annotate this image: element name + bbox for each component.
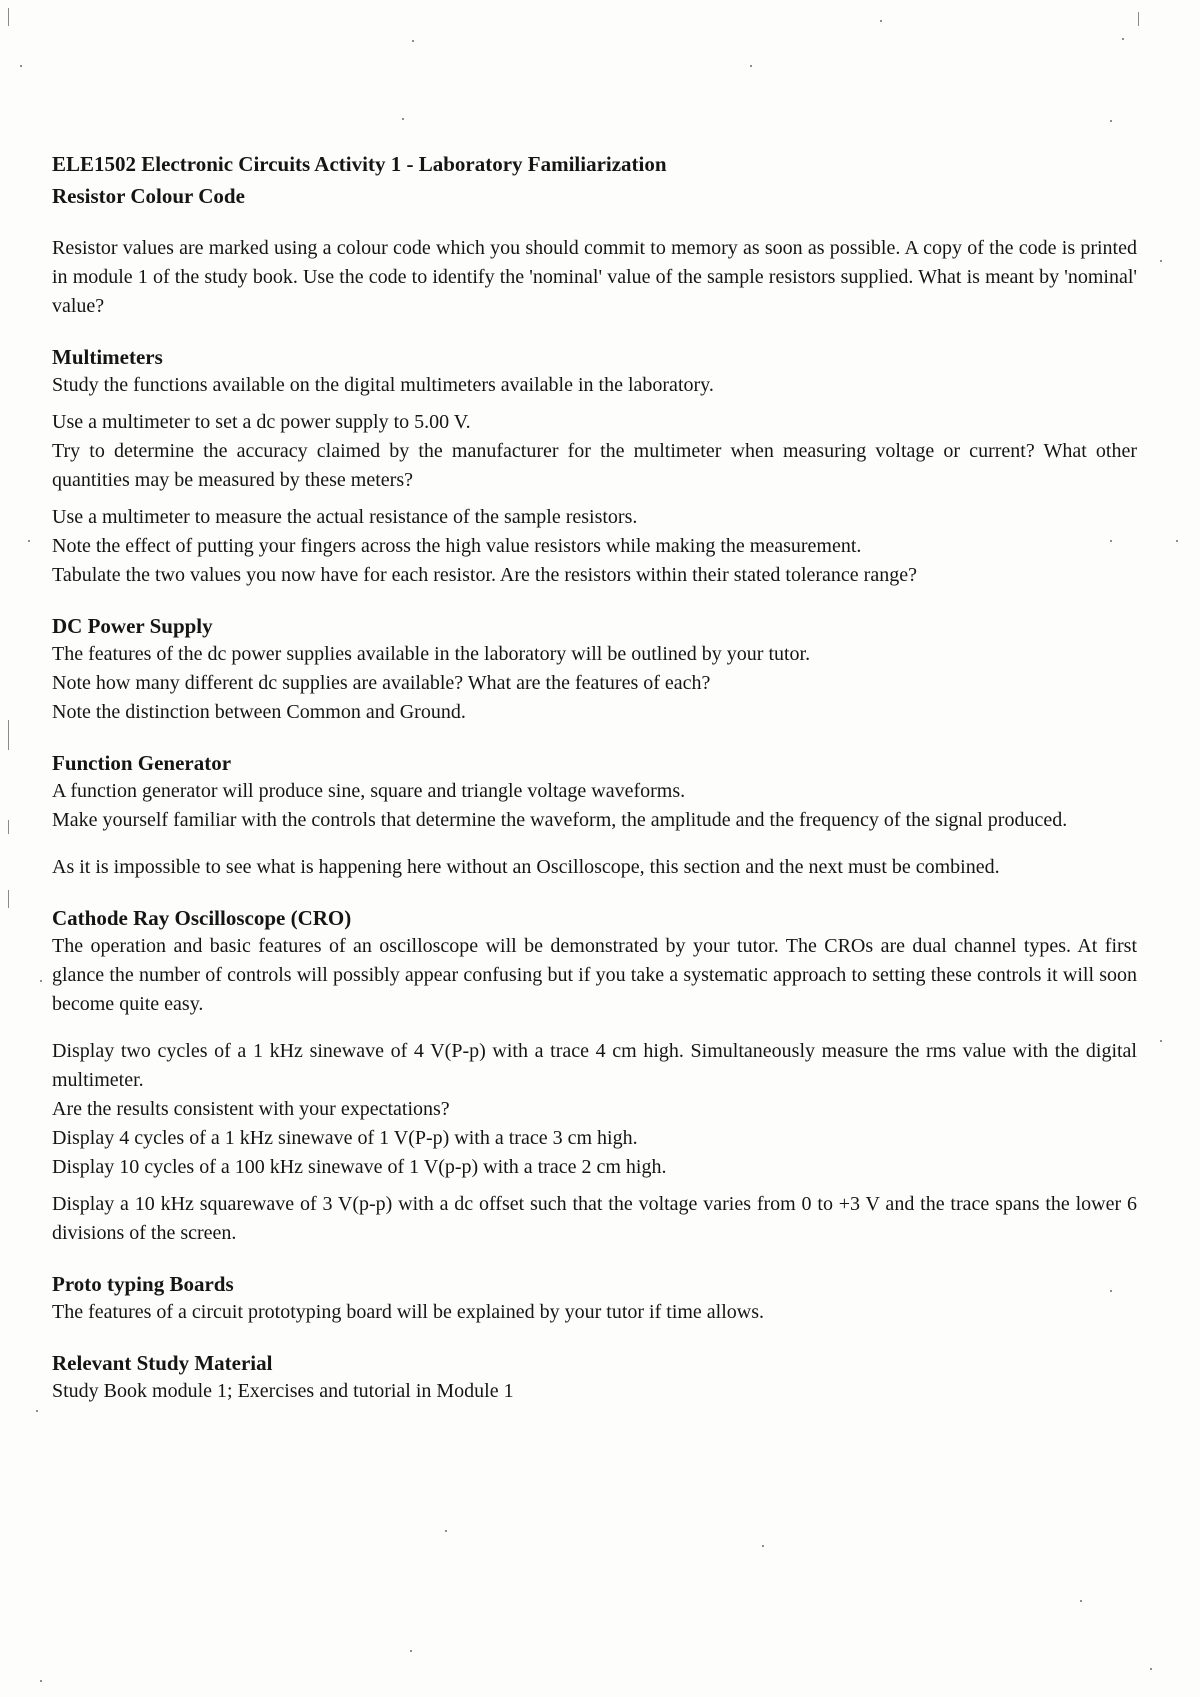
scan-speck	[36, 1410, 38, 1412]
paragraph: Use a multimeter to set a dc power supply to 5.00 V.	[52, 411, 471, 433]
scan-speck	[402, 118, 404, 120]
section-colour-code	[52, 234, 1137, 321]
scan-speck	[28, 540, 30, 542]
scan-speck	[40, 980, 42, 982]
section-heading: Cathode Ray Oscilloscope (CRO)	[52, 906, 352, 930]
section-study-material	[52, 1349, 1137, 1406]
scan-speck	[410, 1650, 412, 1652]
document-title: ELE1502 Electronic Circuits Activity 1 - Laboratory Familiarization	[52, 152, 667, 176]
section-function-generator	[52, 749, 1137, 882]
section-heading: DC Power Supply	[52, 614, 213, 638]
section-heading-colour-code: Resistor Colour Code	[52, 184, 245, 208]
paragraph: Try to determine the accuracy claimed by the manufacturer for the multimeter when measuring voltage or current? What other quantities may be measured by these meters?	[52, 440, 1137, 491]
section-heading: Multimeters	[52, 345, 163, 369]
paragraph: Display two cycles of a 1 kHz sinewave of 4 V(P-p) with a trace 4 cm high. Simultaneously measure the rms value with the digital multimeter.	[52, 1040, 1137, 1091]
scan-speck	[40, 1680, 42, 1682]
paragraph: Note the effect of putting your fingers across the high value resistors while making the measurement.	[52, 535, 862, 557]
section-heading: Proto typing Boards	[52, 1272, 234, 1296]
section-heading: Relevant Study Material	[52, 1351, 273, 1375]
paragraph: Display 10 cycles of a 100 kHz sinewave of 1 V(p-p) with a trace 2 cm high.	[52, 1156, 667, 1178]
scan-speck	[750, 65, 752, 67]
section-dc-power-supply	[52, 612, 1137, 727]
paragraph: Study Book module 1; Exercises and tutorial in Module 1	[52, 1380, 514, 1402]
paragraph: A function generator will produce sine, square and triangle voltage waveforms.	[52, 780, 686, 802]
paragraph: The features of a circuit prototyping board will be explained by your tutor if time allows.	[52, 1301, 765, 1323]
document-body	[52, 148, 1137, 1428]
paragraph: Display 4 cycles of a 1 kHz sinewave of 1 V(P-p) with a trace 3 cm high.	[52, 1127, 638, 1149]
scan-speck	[762, 1545, 764, 1547]
scan-speck	[880, 20, 882, 22]
scan-speck	[1160, 260, 1162, 262]
scan-speck	[1080, 1600, 1082, 1602]
scan-speck	[1160, 1040, 1162, 1042]
paragraph: Use a multimeter to measure the actual resistance of the sample resistors.	[52, 506, 638, 528]
scan-mark	[1138, 12, 1139, 26]
scan-speck	[1150, 1668, 1152, 1670]
section-multimeters	[52, 343, 1137, 590]
section-heading: Function Generator	[52, 751, 232, 775]
scan-speck	[20, 65, 22, 67]
paragraph: Are the results consistent with your expectations?	[52, 1098, 450, 1120]
scan-speck	[1122, 38, 1124, 40]
section-cro	[52, 904, 1137, 1248]
paragraph: Study the functions available on the digital multimeters available in the laboratory.	[52, 374, 714, 396]
paragraph: The features of the dc power supplies available in the laboratory will be outlined by your tutor.	[52, 643, 811, 665]
paragraph: Tabulate the two values you now have for each resistor. Are the resistors within their stated tolerance range?	[52, 564, 917, 586]
paragraph: Note the distinction between Common and Ground.	[52, 701, 466, 723]
scan-speck	[412, 40, 414, 42]
scan-mark	[8, 720, 9, 750]
scan-mark	[8, 8, 9, 26]
section-prototyping-boards	[52, 1270, 1137, 1327]
paragraph: Note how many different dc supplies are available? What are the features of each?	[52, 672, 711, 694]
paragraph: Resistor values are marked using a colour code which you should commit to memory as soon as possible. A copy of the code is printed in module 1 of the study book. Use the code to identify the 'nominal' value of the sample resistors supplied. What is meant by 'nominal' value?	[52, 237, 1137, 317]
paragraph: As it is impossible to see what is happening here without an Oscilloscope, this section and the next must be combined.	[52, 856, 1000, 878]
paragraph: Make yourself familiar with the controls that determine the waveform, the amplitude and the frequency of the signal produced.	[52, 809, 1068, 831]
scan-speck	[1110, 120, 1112, 122]
scan-speck	[445, 1530, 447, 1532]
scan-speck	[1176, 540, 1178, 542]
paragraph: The operation and basic features of an oscilloscope will be demonstrated by your tutor. The CROs are dual channel types. At first glance the number of controls will possibly appear confusing but if you take a systematic approach to setting these controls it will soon become quite easy.	[52, 935, 1137, 1015]
paragraph: Display a 10 kHz squarewave of 3 V(p-p) with a dc offset such that the voltage varies from 0 to +3 V and the trace spans the lower 6 divisions of the screen.	[52, 1193, 1137, 1244]
scan-mark	[8, 820, 9, 834]
scan-mark	[8, 890, 9, 908]
